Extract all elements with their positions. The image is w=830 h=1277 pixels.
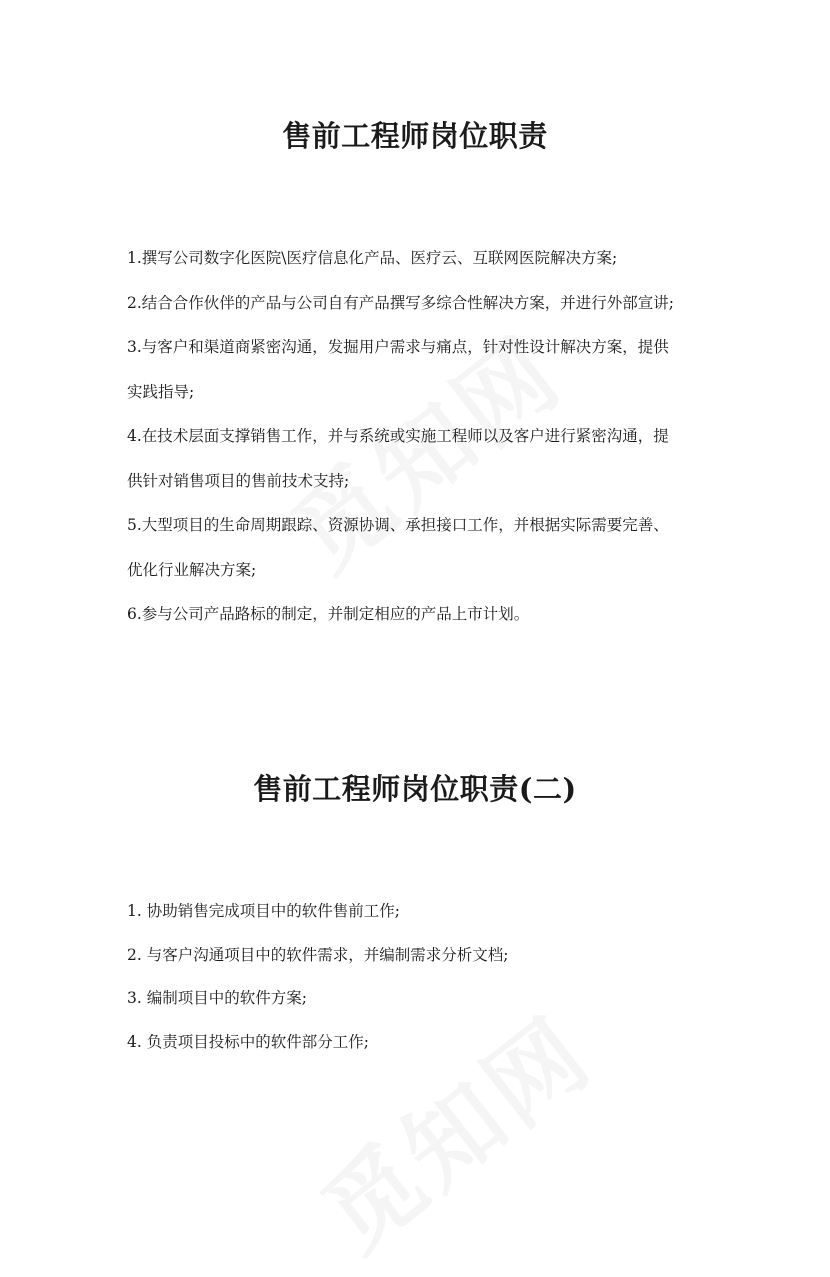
list-line: 优化行业解决方案; xyxy=(127,560,257,579)
list-line: 6.参与公司产品路标的制定，并制定相应的产品上市计划。 xyxy=(127,605,530,623)
section-2-title: 售前工程师岗位职责(二) xyxy=(253,772,577,806)
list-line: 4. 负责项目投标中的软件部分工作; xyxy=(127,1032,369,1051)
list-line: 3.与客户和渠道商紧密沟通，发掘用户需求与痛点，针对性设计解决方案，提供 xyxy=(127,338,669,356)
section-1-duties-list xyxy=(127,236,717,637)
list-line: 2. 与客户沟通项目中的软件需求，并编制需求分析文档; xyxy=(127,945,509,964)
section-1-title: 售前工程师岗位职责 xyxy=(282,119,548,153)
list-line: 1. 协助销售完成项目中的软件售前工作; xyxy=(127,902,400,920)
list-line: 供针对销售项目的售前技术支持; xyxy=(127,471,350,490)
list-line: 5.大型项目的生命周期跟踪、资源协调、承担接口工作，并根据实际需要完善、 xyxy=(127,516,669,534)
list-line: 4.在技术层面支撑销售工作，并与系统或实施工程师以及客户进行紧密沟通，提 xyxy=(127,427,669,445)
section-2-duties-list xyxy=(127,890,717,1064)
list-line: 2.结合合作伙伴的产品与公司自有产品撰写多综合性解决方案，并进行外部宣讲; xyxy=(127,293,675,312)
list-line: 实践指导; xyxy=(127,382,195,401)
list-line: 1.撰写公司数字化医院\医疗信息化产品、医疗云、互联网医院解决方案; xyxy=(127,249,618,267)
list-line: 3. 编制项目中的软件方案; xyxy=(127,989,307,1007)
